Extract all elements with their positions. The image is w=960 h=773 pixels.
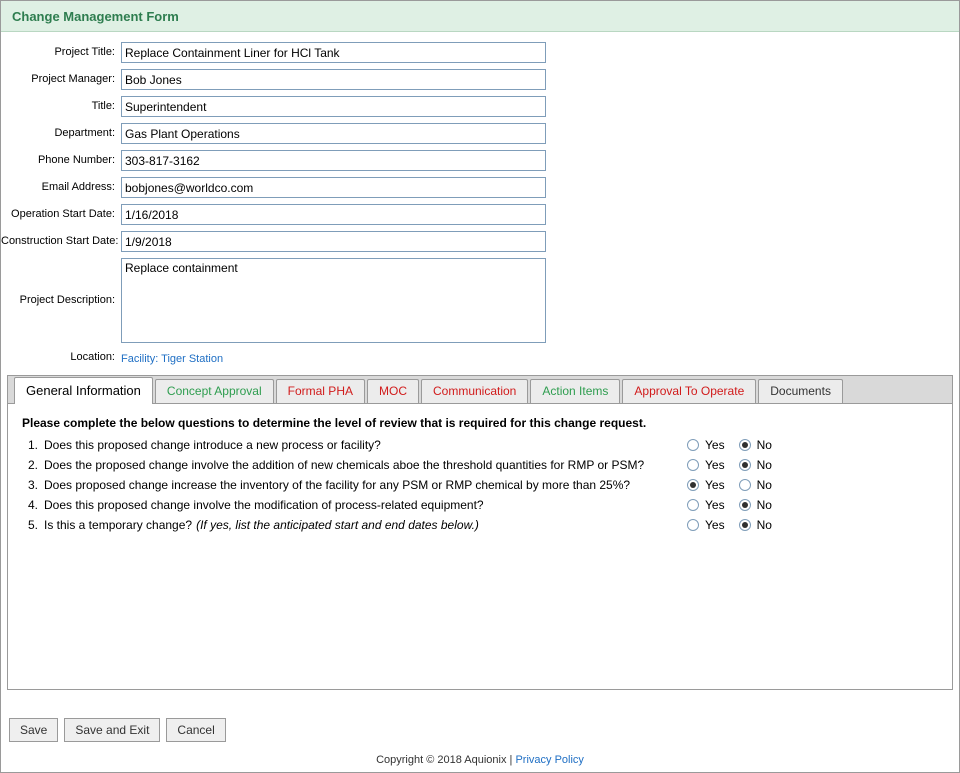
label-project-description: Project Description: [19,294,115,306]
question-answers-4 [687,498,782,512]
question-3-no-radio[interactable] [739,479,751,491]
label-project-manager: Project Manager: [31,73,115,85]
save-and-exit-button[interactable]: Save and Exit [64,718,160,742]
question-5-no-radio[interactable] [739,519,751,531]
location-link[interactable]: Facility: Tiger Station [121,353,224,365]
phone-number-input[interactable] [121,150,546,171]
field-row-operation-start-date [1,204,959,225]
question-4-no-radio[interactable] [739,499,751,511]
tab-documents[interactable]: Documents [758,379,843,403]
field-row-location [1,349,959,367]
copyright-bar [1,754,959,766]
question-2-yes-radio[interactable] [687,459,699,471]
question-3-no-label[interactable]: No [756,478,772,492]
field-row-project-manager [1,69,959,90]
form-fields [1,32,959,367]
save-button[interactable]: Save [9,718,58,742]
question-5-yes-label[interactable]: Yes [705,518,725,532]
question-row-3 [22,478,938,492]
tab-general-information[interactable]: General Information [14,377,153,404]
question-answers-1 [687,438,782,452]
button-bar [9,718,226,742]
form-header [1,1,959,32]
tab-panel [7,375,953,690]
question-text-2: Does the proposed change involve the addition of new chemicals aboe the threshold quantities for RMP or PSM? [44,458,645,472]
cancel-button[interactable]: Cancel [166,718,225,742]
question-2-no-label[interactable]: No [756,458,772,472]
instructions-text: Please complete the below questions to determine the level of review that is required for this change request. [22,416,647,430]
label-operation-start-date: Operation Start Date: [11,208,115,220]
question-3-yes-label[interactable]: Yes [705,478,725,492]
tab-communication[interactable]: Communication [421,379,528,403]
question-2-yes-label[interactable]: Yes [705,458,725,472]
question-1-no-label[interactable]: No [756,438,772,452]
question-4-yes-label[interactable]: Yes [705,498,725,512]
question-number-1: 1. [27,438,38,452]
label-construction-start-date: Construction Start Date: [1,235,119,247]
field-row-email-address [1,177,959,198]
operation-start-date-input[interactable] [121,204,546,225]
department-input[interactable] [121,123,546,144]
question-row-1 [22,438,938,452]
label-title: Title: [91,100,115,112]
tab-approval-to-operate[interactable]: Approval To Operate [622,379,756,403]
question-answers-2 [687,458,782,472]
privacy-policy-link[interactable]: Privacy Policy [515,754,584,766]
question-text-5-note: (If yes, list the anticipated start and end dates below.) [196,518,479,532]
label-project-title: Project Title: [54,46,115,58]
tab-strip [8,376,952,404]
project-manager-input[interactable] [121,69,546,90]
project-title-input[interactable] [121,42,546,63]
question-answers-5 [687,518,782,532]
tab-moc[interactable]: MOC [367,379,419,403]
title-input[interactable] [121,96,546,117]
field-row-title [1,96,959,117]
question-4-no-label[interactable]: No [756,498,772,512]
question-1-no-radio[interactable] [739,439,751,451]
question-number-3: 3. [27,478,38,492]
question-text-3: Does proposed change increase the inventory of the facility for any PSM or RMP chemical by more than 25%? [44,478,631,492]
question-number-2: 2. [27,458,38,472]
email-address-input[interactable] [121,177,546,198]
project-description-textarea[interactable] [121,258,546,343]
field-row-phone-number [1,150,959,171]
question-row-5 [22,518,938,532]
field-row-project-title [1,42,959,63]
question-3-yes-radio[interactable] [687,479,699,491]
question-text-1: Does this proposed change introduce a new process or facility? [44,438,381,452]
label-location: Location: [70,351,115,363]
question-answers-3 [687,478,782,492]
field-row-department [1,123,959,144]
label-phone-number: Phone Number: [37,154,115,166]
question-5-yes-radio[interactable] [687,519,699,531]
question-1-yes-radio[interactable] [687,439,699,451]
question-number-5: 5. [27,518,38,532]
question-row-2 [22,458,938,472]
tab-formal-pha[interactable]: Formal PHA [276,379,365,403]
tab-concept-approval[interactable]: Concept Approval [155,379,274,403]
question-row-4 [22,498,938,512]
question-5-no-label[interactable]: No [756,518,772,532]
tab-action-items[interactable]: Action Items [530,379,620,403]
question-text-5: Is this a temporary change? [44,518,193,532]
question-number-4: 4. [27,498,38,512]
field-row-construction-start-date [1,231,959,252]
tab-body-general-information [8,404,952,532]
field-row-project-description [1,258,959,343]
copyright-text: Copyright © 2018 Aquionix | [376,754,513,766]
construction-start-date-input[interactable] [121,231,546,252]
label-email-address: Email Address: [41,181,115,193]
question-2-no-radio[interactable] [739,459,751,471]
question-4-yes-radio[interactable] [687,499,699,511]
page-title: Change Management Form [12,8,179,24]
label-department: Department: [54,127,115,139]
question-1-yes-label[interactable]: Yes [705,438,725,452]
question-text-4: Does this proposed change involve the modification of process-related equipment? [44,498,484,512]
